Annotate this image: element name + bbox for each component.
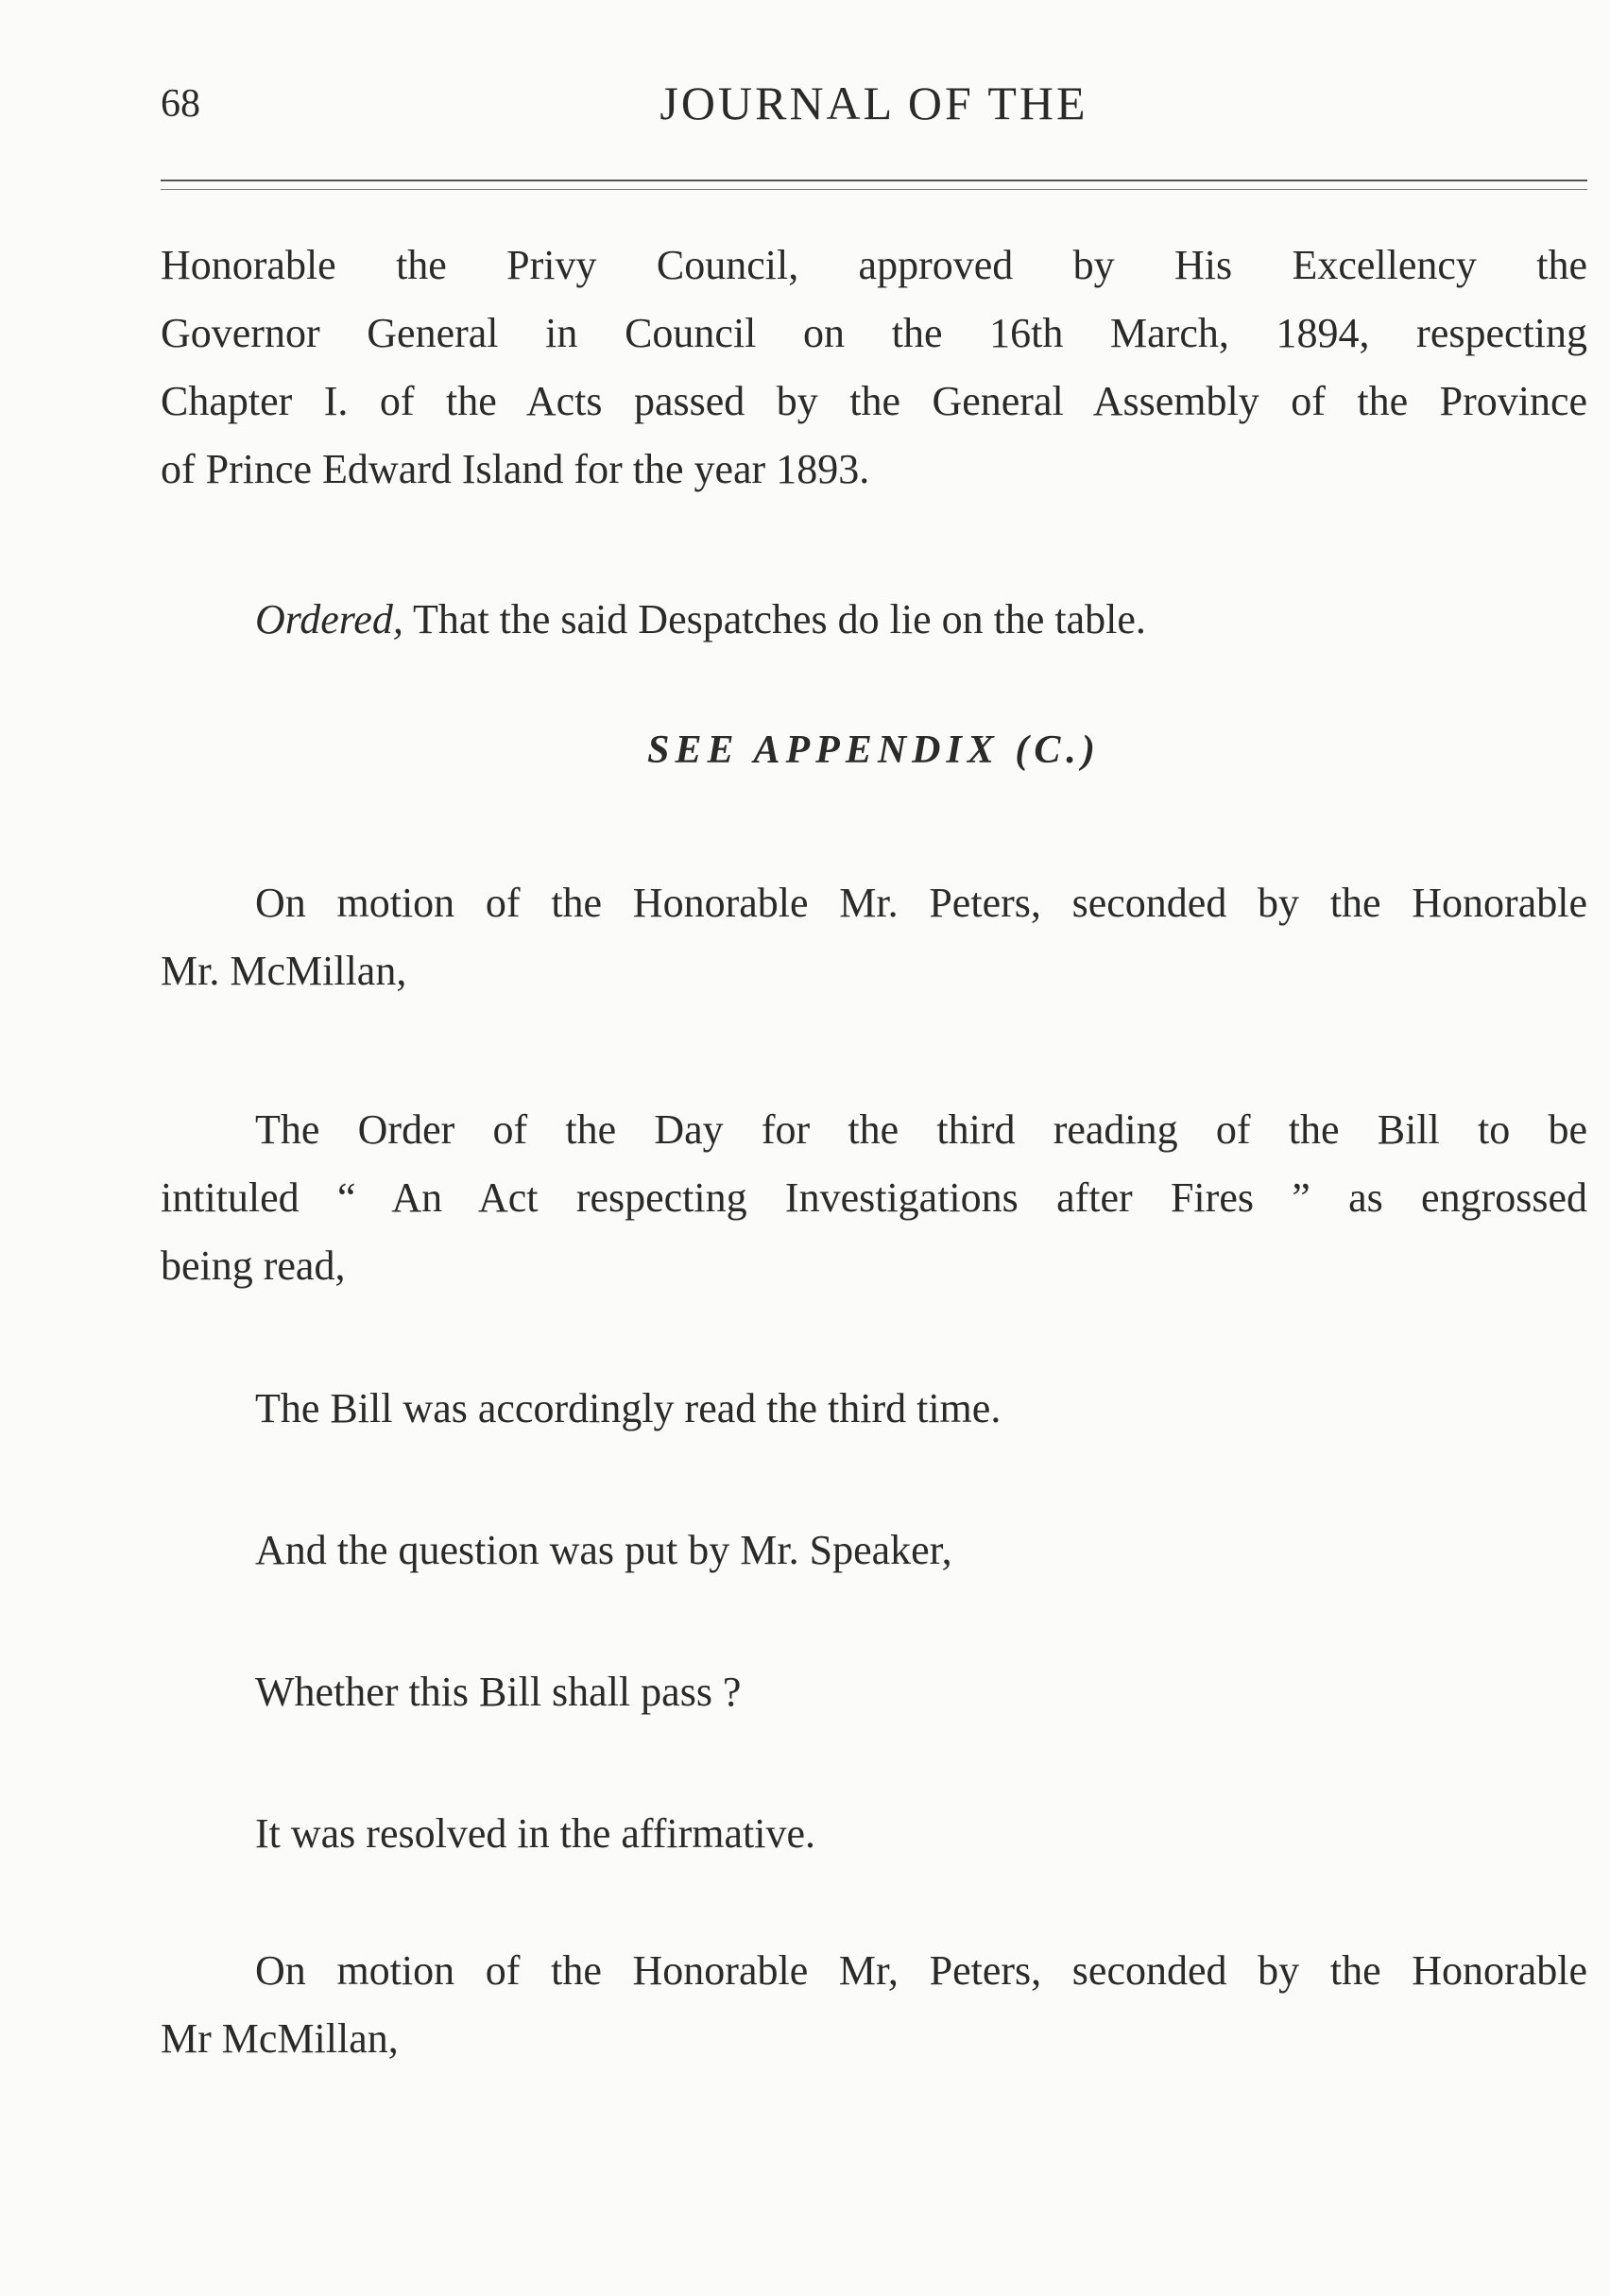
text-line: Mr McMillan,	[161, 2015, 399, 2062]
paragraph-motion-1	[161, 869, 1587, 1005]
appendix-heading: SEE APPENDIX (C.)	[647, 728, 1101, 772]
paragraph-order-of-day	[161, 1096, 1587, 1300]
text-line: intituled “ An Act respecting Investigations after Fires ” as engrossed	[161, 1174, 1587, 1221]
text-line: Honorable the Privy Council, approved by His Excellency the	[161, 242, 1587, 288]
page-header	[161, 76, 1587, 142]
paragraph-question	[161, 1516, 1587, 1585]
page-number: 68	[161, 82, 200, 126]
text-line: Governor General in Council on the 16th March, 1894, respecting	[161, 310, 1587, 356]
text-line: The Order of the Day for the third reading of the Bill to be	[255, 1106, 1587, 1153]
text-line: On motion of the Honorable Mr, Peters, seconded by the Honorable	[255, 1947, 1587, 1994]
paragraph-whether	[161, 1658, 1587, 1726]
text-line: The Bill was accordingly read the third time.	[255, 1385, 1002, 1431]
text-line: of Prince Edward Island for the year 1893.	[161, 446, 870, 492]
text-line: Whether this Bill shall pass ?	[255, 1669, 742, 1715]
ordered-text: That the said Despatches do lie on the table.	[402, 596, 1146, 643]
text-line: And the question was put by Mr. Speaker,	[255, 1527, 952, 1573]
text-line: being read,	[161, 1242, 346, 1289]
running-title: JOURNAL OF THE	[659, 77, 1088, 129]
text-line: It was resolved in the affirmative.	[255, 1810, 815, 1857]
text-line	[161, 586, 1587, 654]
text-line: Chapter I. of the Acts passed by the General Assembly of the Province	[161, 378, 1587, 424]
ordered-lead: Ordered,	[255, 596, 403, 643]
paragraph-motion-2	[161, 1937, 1587, 2073]
paragraph-ordered	[161, 586, 1587, 654]
paragraph-privy-council	[161, 231, 1587, 504]
header-rule	[161, 180, 1587, 190]
text-line: On motion of the Honorable Mr. Peters, seconded by the Honorable	[255, 880, 1587, 926]
text-line: Mr. McMillan,	[161, 948, 407, 994]
paragraph-resolved	[161, 1800, 1587, 1868]
paragraph-third-reading	[161, 1375, 1587, 1443]
